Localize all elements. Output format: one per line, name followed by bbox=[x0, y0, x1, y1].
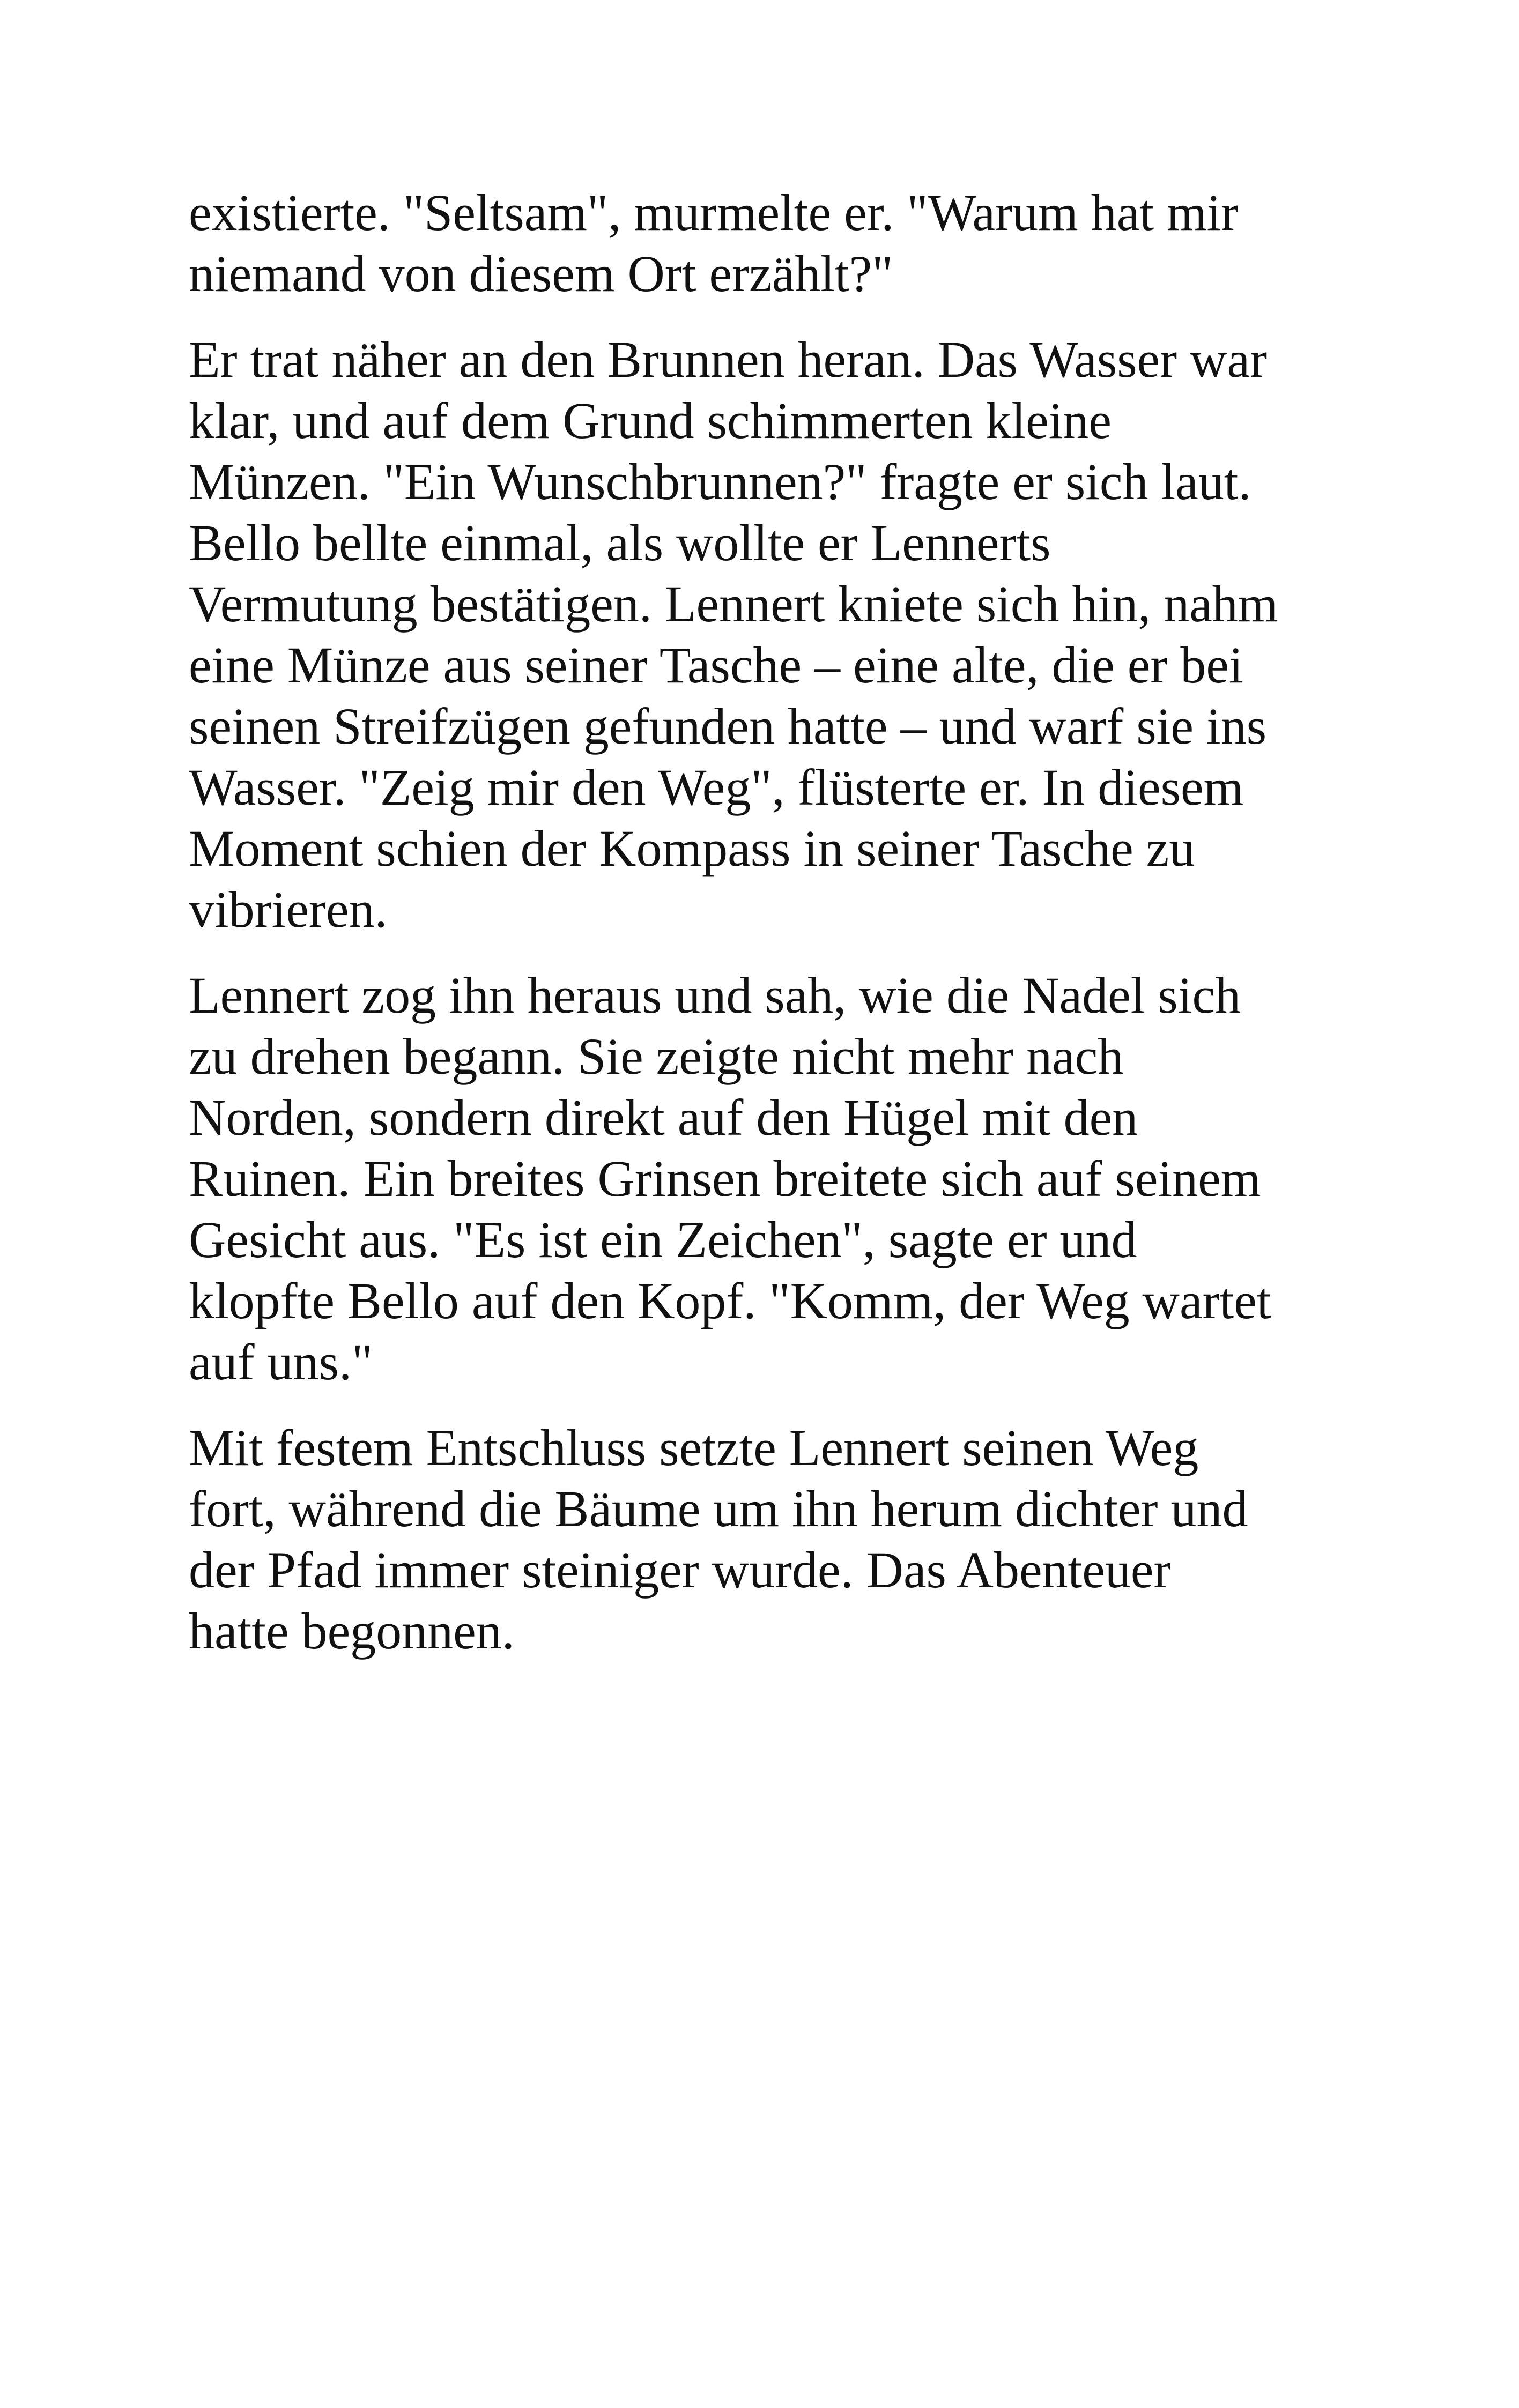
text-line: Bello bellte einmal, als wollte er Lennerts bbox=[189, 514, 1051, 571]
paragraph-2 bbox=[189, 329, 1342, 940]
text-line: vibrieren. bbox=[189, 881, 388, 938]
text-line: auf uns." bbox=[189, 1333, 373, 1391]
text-line: hatte begonnen. bbox=[189, 1602, 515, 1660]
text-line: der Pfad immer steiniger wurde. Das Abenteuer bbox=[189, 1541, 1171, 1599]
text-line: eine Münze aus seiner Tasche – eine alte, die er bei bbox=[189, 636, 1243, 694]
text-line: Lennert zog ihn heraus und sah, wie die Nadel sich bbox=[189, 967, 1241, 1024]
text-line: niemand von diesem Ort erzählt?" bbox=[189, 245, 893, 302]
story-text bbox=[189, 182, 1342, 1686]
text-line: Norden, sondern direkt auf den Hügel mit den bbox=[189, 1089, 1138, 1146]
paragraph-3 bbox=[189, 965, 1342, 1393]
text-line: Mit festem Entschluss setzte Lennert seinen Weg bbox=[189, 1419, 1199, 1476]
text-line: Wasser. "Zeig mir den Weg", flüsterte er. In diesem bbox=[189, 759, 1244, 816]
text-line: Gesicht aus. "Es ist ein Zeichen", sagte er und bbox=[189, 1211, 1137, 1268]
text-line: Ruinen. Ein breites Grinsen breitete sich auf seinem bbox=[189, 1150, 1261, 1207]
text-line: klar, und auf dem Grund schimmerten kleine bbox=[189, 392, 1112, 449]
text-line: Münzen. "Ein Wunschbrunnen?" fragte er sich laut. bbox=[189, 453, 1251, 510]
text-line: Er trat näher an den Brunnen heran. Das Wasser war bbox=[189, 331, 1268, 388]
text-line: Vermutung bestätigen. Lennert kniete sich hin, nahm bbox=[189, 575, 1278, 633]
text-line: fort, während die Bäume um ihn herum dichter und bbox=[189, 1480, 1248, 1537]
text-line: existierte. "Seltsam", murmelte er. "Warum hat mir bbox=[189, 184, 1239, 241]
paragraph-1 bbox=[189, 182, 1342, 304]
text-line: seinen Streifzügen gefunden hatte – und warf sie ins bbox=[189, 697, 1267, 755]
text-line: Moment schien der Kompass in seiner Tasche zu bbox=[189, 820, 1195, 877]
paragraph-4 bbox=[189, 1417, 1342, 1662]
text-line: klopfte Bello auf den Kopf. "Komm, der Weg wartet bbox=[189, 1272, 1271, 1329]
text-line: zu drehen begann. Sie zeigte nicht mehr nach bbox=[189, 1028, 1124, 1085]
